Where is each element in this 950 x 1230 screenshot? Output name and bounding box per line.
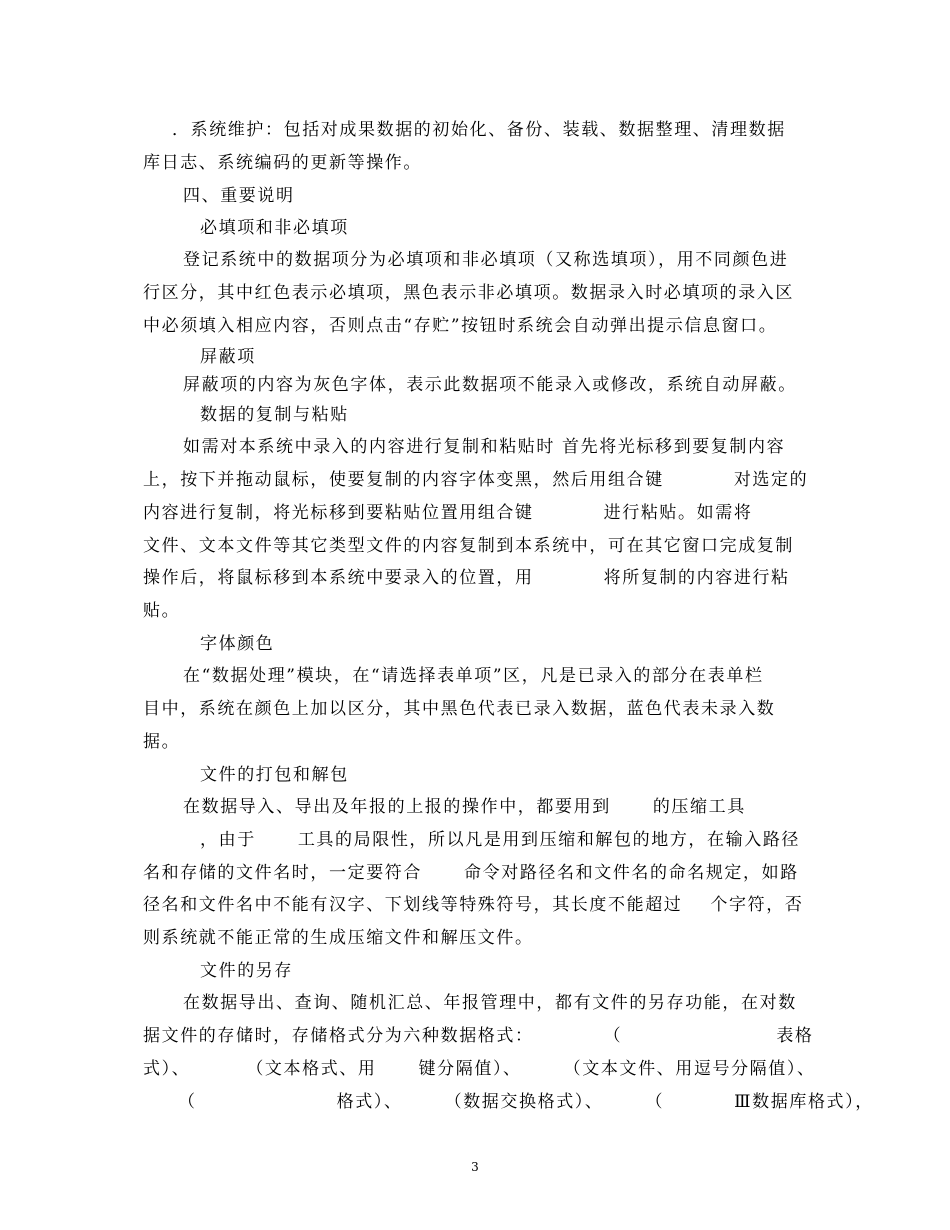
text-line: 据。: [143, 732, 181, 752]
text-line: 在数据导入、导出及年报的上报的操作中，都要用到 的压缩工具: [183, 797, 746, 817]
text-line: ，由于 工具的局限性，所以凡是用到压缩和解包的地方，在输入路径: [200, 830, 801, 850]
text-line: 在数据导出、查询、随机汇总、年报管理中，都有文件的另存功能，在对数: [183, 993, 797, 1013]
text-line: 登记系统中的数据项分为必填项和非必填项（又称选填项），用不同颜色进: [183, 250, 789, 270]
subsection-heading: 文件的另存: [200, 961, 293, 981]
text-line: 屏蔽项的内容为灰色字体，表示此数据项不能录入或修改，系统自动屏蔽。: [183, 375, 797, 395]
text-line: ．系统维护：包括对成果数据的初始化、备份、装载、数据整理、清理数据: [172, 120, 786, 140]
page-number: 3: [471, 1160, 479, 1174]
text-line: 文件、文本文件等其它类型文件的内容复制到本系统中，可在其它窗口完成复制: [143, 536, 794, 556]
text-line: 中必须填入相应内容，否则点击“存贮”按钮时系统会自动弹出提示信息窗口。: [143, 316, 778, 336]
subsection-heading: 数据的复制与粘贴: [200, 405, 349, 425]
text-line: 库日志、系统编码的更新等操作。: [143, 153, 422, 173]
text-line: 内容进行复制，将光标移到要粘贴位置用组合键 进行粘贴。如需将: [143, 503, 753, 523]
text-line: 如需对本系统中录入的内容进行复制和粘贴时 首先将光标移到要复制内容: [183, 437, 786, 457]
text-line: （ 格式）、 （数据交换格式）、 （ Ⅲ数据库格式），: [178, 1092, 874, 1112]
section-heading: 四、重要说明: [183, 186, 295, 206]
text-line: 式）、 （文本格式、用 键分隔值）、 （文本文件、用逗号分隔值）、: [143, 1059, 816, 1079]
subsection-heading: 字体颜色: [200, 634, 275, 654]
subsection-heading: 必填项和非必填项: [200, 218, 349, 238]
text-line: 则系统就不能正常的生成压缩文件和解压文件。: [143, 928, 534, 948]
text-line: 上，按下并拖动鼠标，使要复制的内容字体变黑，然后用组合键 对选定的: [143, 470, 809, 490]
subsection-heading: 文件的打包和解包: [200, 765, 349, 785]
text-line: 操作后，将鼠标移到本系统中要录入的位置，用 将所复制的内容进行粘: [143, 568, 790, 588]
text-line: 名和存储的文件名时，一定要符合 命令对路径名和文件名的命名规定，如路: [143, 863, 799, 883]
text-line: 行区分，其中红色表示必填项，黑色表示非必填项。数据录入时必填项的录入区: [143, 283, 794, 303]
text-line: 径名和文件名中不能有汉字、下划线等特殊符号，其长度不能超过 个字符，否: [143, 895, 804, 915]
text-line: 据文件的存储时，存储格式分为六种数据格式： （ 表格: [143, 1026, 814, 1046]
subsection-heading: 屏蔽项: [200, 347, 256, 367]
text-line: 在“数据处理”模块，在“请选择表单项”区，凡是已录入的部分在表单栏: [183, 666, 764, 686]
text-line: 贴。: [143, 601, 181, 621]
text-line: 目中，系统在颜色上加以区分，其中黑色代表已录入数据，蓝色代表未录入数: [143, 699, 776, 719]
